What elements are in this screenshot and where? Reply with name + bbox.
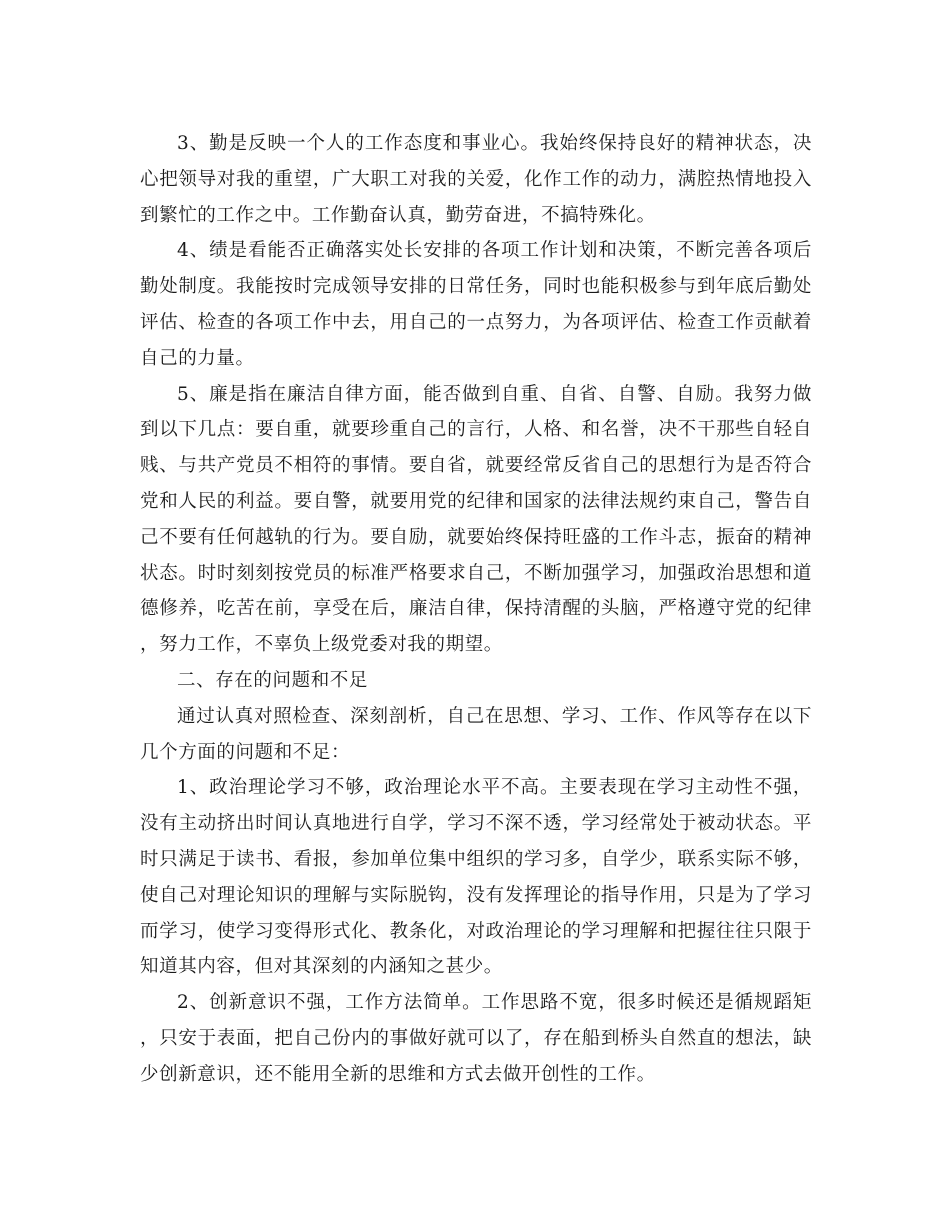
paragraph-diligence: 3、勤是反映一个人的工作态度和事业心。我始终保持良好的精神状态，决心把领导对我的重望，广大职工对我的关爱，化作工作的动力，满腔热情地投入到繁忙的工作之中。工作勤奋认真，勤劳奋进，不搞特殊化。 [140, 133, 812, 226]
paragraph-integrity: 5、廉是指在廉洁自律方面，能否做到自重、自省、自警、自励。我努力做到以下几点：要自重，就要珍重自己的言行，人格、和名誉，决不干那些自轻自贱、与共产党员不相符的事情。要自省，就要经常反省自己的思想行为是否符合党和人民的利益。要自警，就要用党的纪律和国家的法律法规约束自己，警告自己不要有任何越轨的行为。要自励，就要始终保持旺盛的工作斗志，振奋的精神状态。时时刻刻按党员的标准严格要求自己，不断加强学习，加强政治思想和道德修养，吃苦在前，享受在后，廉洁自律，保持清醒的头脑，严格遵守党的纪律，努力工作，不辜负上级党委对我的期望。 [140, 383, 812, 656]
paragraph-problems-intro: 通过认真对照检查、深刻剖析，自己在思想、学习、工作、作风等存在以下几个方面的问题和不足： [140, 705, 812, 763]
paragraph-performance: 4、绩是看能否正确落实处长安排的各项工作计划和决策，不断完善各项后勤处制度。我能按时完成领导安排的日常任务，同时也能积极参与到年底后勤处评估、检查的各项工作中去，用自己的一点努力，为各项评估、检查工作贡献着自己的力量。 [140, 240, 812, 369]
paragraph-problem-theory-study: 1、政治理论学习不够，政治理论水平不高。主要表现在学习主动性不强，没有主动挤出时间认真地进行自学，学习不深不透，学习经常处于被动状态。平时只满足于读书、看报，参加单位集中组织的学习多，自学少，联系实际不够，使自己对理论知识的理解与实际脱钩，没有发挥理论的指导作用，只是为了学习而学习，使学习变得形式化、教条化，对政治理论的学习理解和把握往往只限于知道其内容，但对其深刻的内涵知之甚少。 [140, 777, 812, 978]
section-heading-problems: 二、存在的问题和不足 [177, 669, 369, 691]
paragraph-problem-innovation: 2、创新意识不强，工作方法简单。工作思路不宽，很多时候还是循规蹈矩，只安于表面，把自己份内的事做好就可以了，存在船到桥头自然直的想法，缺少创新意识，还不能用全新的思维和方式去做开创性的工作。 [140, 992, 812, 1085]
document-body [140, 126, 812, 1093]
